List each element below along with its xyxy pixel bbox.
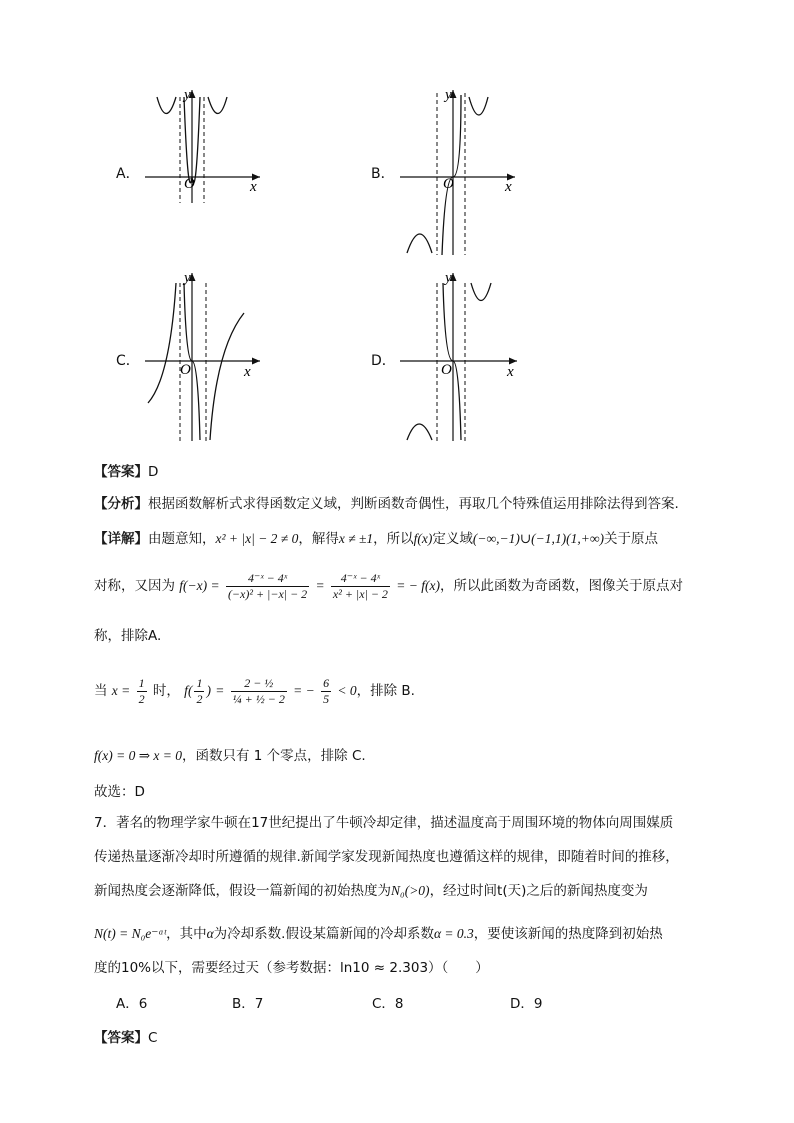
choose-line: 故选：D	[94, 784, 145, 800]
svg-text:O: O	[180, 362, 191, 378]
svg-text:y: y	[184, 270, 191, 286]
svg-text:x: x	[244, 364, 251, 380]
option-b-label: B．	[371, 166, 395, 182]
curve-left	[157, 97, 176, 114]
svg-text:O: O	[441, 362, 452, 378]
svg-text:x: x	[505, 179, 512, 195]
detail-line-1: 【详解】由题意知，x² + |x| − 2 ≠ 0，解得x ≠ ±1，所以f(x)定义域(−∞,−1)∪(−1,1)(1,+∞)关于原点	[94, 531, 658, 547]
graph-b	[395, 85, 525, 257]
q7-option-b: B．7	[232, 996, 264, 1012]
q7-line-5: 度的10%以下，需要经过天（参考数据：ln10 ≈ 2.303）（ ）	[94, 960, 489, 976]
detail-line-5: f(x) = 0 ⇒ x = 0，函数只有 1 个零点，排除 C.	[94, 748, 366, 764]
curve-right	[208, 97, 227, 114]
analysis-line: 【分析】根据函数解析式求得函数定义域，判断函数奇偶性，再取几个特殊值运用排除法得到答案.	[94, 496, 679, 512]
q7-line-2: 传递热量逐渐冷却时所遵循的规律.新闻学家发现新闻热度也遵循这样的规律，即随着时间的推移，	[94, 849, 679, 865]
q7-line-4: N(t) = N₀e⁻ᵅᵗ，其中α为冷却系数.假设某篇新闻的冷却系数α = 0.3，要使该新闻的热度降到初始热	[94, 926, 663, 942]
q7-line-3: 新闻热度会逐渐降低，假设一篇新闻的初始热度为N₀(>0)，经过时间t(天)之后的新闻热度变为	[94, 883, 648, 899]
detail-line-4: 当 x = $\frac{1}{2}$ 时， f( $\frac{1}{2}$ ) = $\frac{\text{2 − ½}}{\text{¼ + ½ − 2}}$ = − $\frac{6}{5}$ < 0，排除 B.	[94, 675, 415, 706]
graph-a	[140, 85, 270, 205]
q7-option-a: A．6	[116, 996, 148, 1012]
option-d-label: D．	[371, 353, 396, 369]
x-label: x	[250, 179, 257, 195]
detail-line-3: 称，排除A.	[94, 628, 162, 644]
svg-text:y: y	[445, 87, 452, 103]
answer-line: 【答案】D	[94, 464, 159, 480]
q7-option-c: C．8	[372, 996, 404, 1012]
q7-option-d: D．9	[510, 996, 543, 1012]
origin-label: O	[184, 176, 195, 192]
graph-d	[395, 268, 525, 443]
graph-c	[140, 268, 270, 443]
detail-line-2: 对称，又因为 f(−x) = $\frac{\text{4⁻ˣ − 4ˣ}}{\text{(−x)² + |−x| − 2}}$ = $\frac{\text{4⁻ˣ − 4ˣ}}{\text{x² + |x| − 2}}$ = − f(x)，所以此函数为奇函数，图像关于原点对	[94, 570, 683, 601]
option-c-label: C．	[116, 353, 140, 369]
option-a-label: A．	[116, 166, 140, 182]
y-label: y	[184, 87, 191, 103]
svg-text:x: x	[507, 364, 514, 380]
svg-text:O: O	[443, 176, 454, 192]
q7-line-1: 7．著名的物理学家牛顿在17世纪提出了牛顿冷却定律，描述温度高于周围环境的物体向周围媒质	[94, 815, 674, 831]
svg-text:y: y	[445, 270, 452, 286]
q7-answer-line: 【答案】C	[94, 1030, 158, 1046]
